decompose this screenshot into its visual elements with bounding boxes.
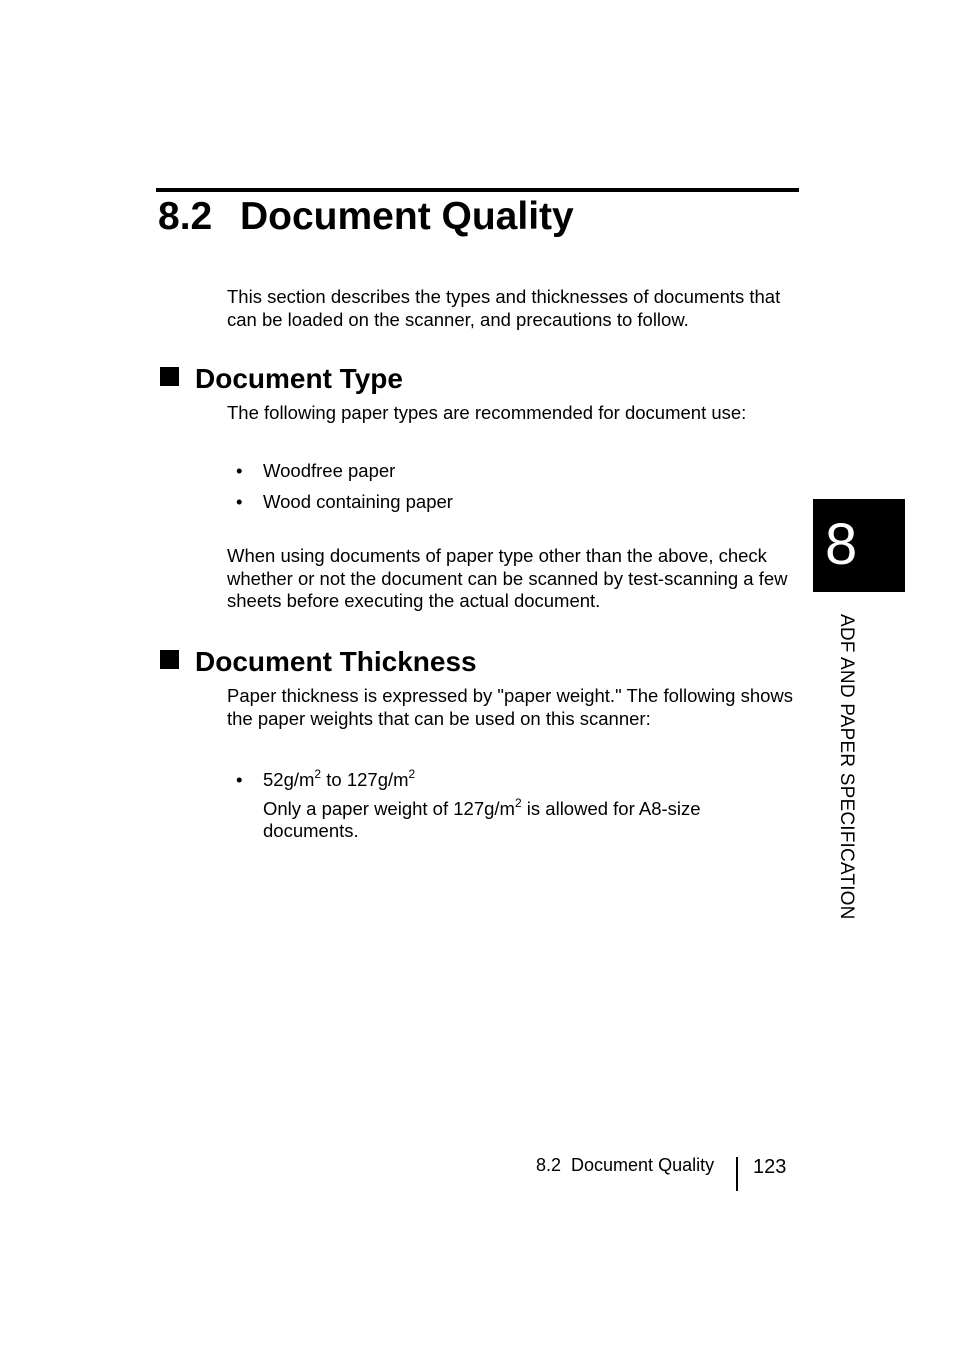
list-item: [236, 769, 415, 791]
a8-weight-note: [263, 798, 783, 842]
superscript: 2: [514, 796, 522, 810]
chapter-number: 8: [825, 512, 858, 577]
section-number: 8.2: [158, 195, 213, 238]
footer-running-title: 8.2 Document Quality: [536, 1155, 715, 1175]
document-type-note: When using documents of paper type other than the above, check whether or not the document can be scanned by test-scanning a few sheets before executing the actual document.: [227, 545, 788, 611]
note-text: Only a paper weight of 127g/m: [263, 798, 515, 819]
list-item-text: Woodfree paper: [263, 460, 396, 481]
superscript: 2: [408, 767, 416, 781]
square-bullet-icon: [160, 367, 179, 386]
document-type-heading: [160, 362, 403, 396]
bullet-icon: •: [236, 491, 243, 512]
bullet-icon: •: [236, 769, 243, 790]
footer-divider: [736, 1157, 738, 1191]
section-title: Document Quality: [240, 195, 574, 238]
document-thickness-lead: Paper thickness is expressed by "paper weight." The following shows the paper weights that can be used on this scanner:: [227, 685, 794, 729]
page-title: [158, 194, 574, 240]
range-connector: to: [321, 769, 347, 790]
weight-to: 127g/m: [346, 769, 409, 790]
page-number: 123: [753, 1156, 787, 1178]
list-item: [236, 491, 453, 513]
list-item-text: Wood containing paper: [263, 491, 453, 512]
weight-range: [263, 769, 415, 790]
square-bullet-icon: [160, 650, 179, 669]
weight-from: 52g/m: [263, 769, 315, 790]
note-text: is allowed for A8-size documents.: [263, 798, 701, 841]
list-item: [236, 460, 395, 482]
intro-paragraph: This section describes the types and thicknesses of documents that can be loaded on the scanner, and precautions to follow.: [227, 286, 781, 330]
chapter-tab: [813, 499, 905, 592]
bullet-icon: •: [236, 460, 243, 481]
chapter-side-label: ADF AND PAPER SPECIFICATION: [836, 614, 857, 920]
document-thickness-heading-text: Document Thickness: [195, 646, 477, 677]
superscript: 2: [314, 767, 322, 781]
document-thickness-heading: [160, 645, 477, 679]
document-type-lead: The following paper types are recommended for document use:: [227, 402, 747, 423]
title-rule: [156, 188, 799, 192]
document-type-heading-text: Document Type: [195, 363, 403, 394]
